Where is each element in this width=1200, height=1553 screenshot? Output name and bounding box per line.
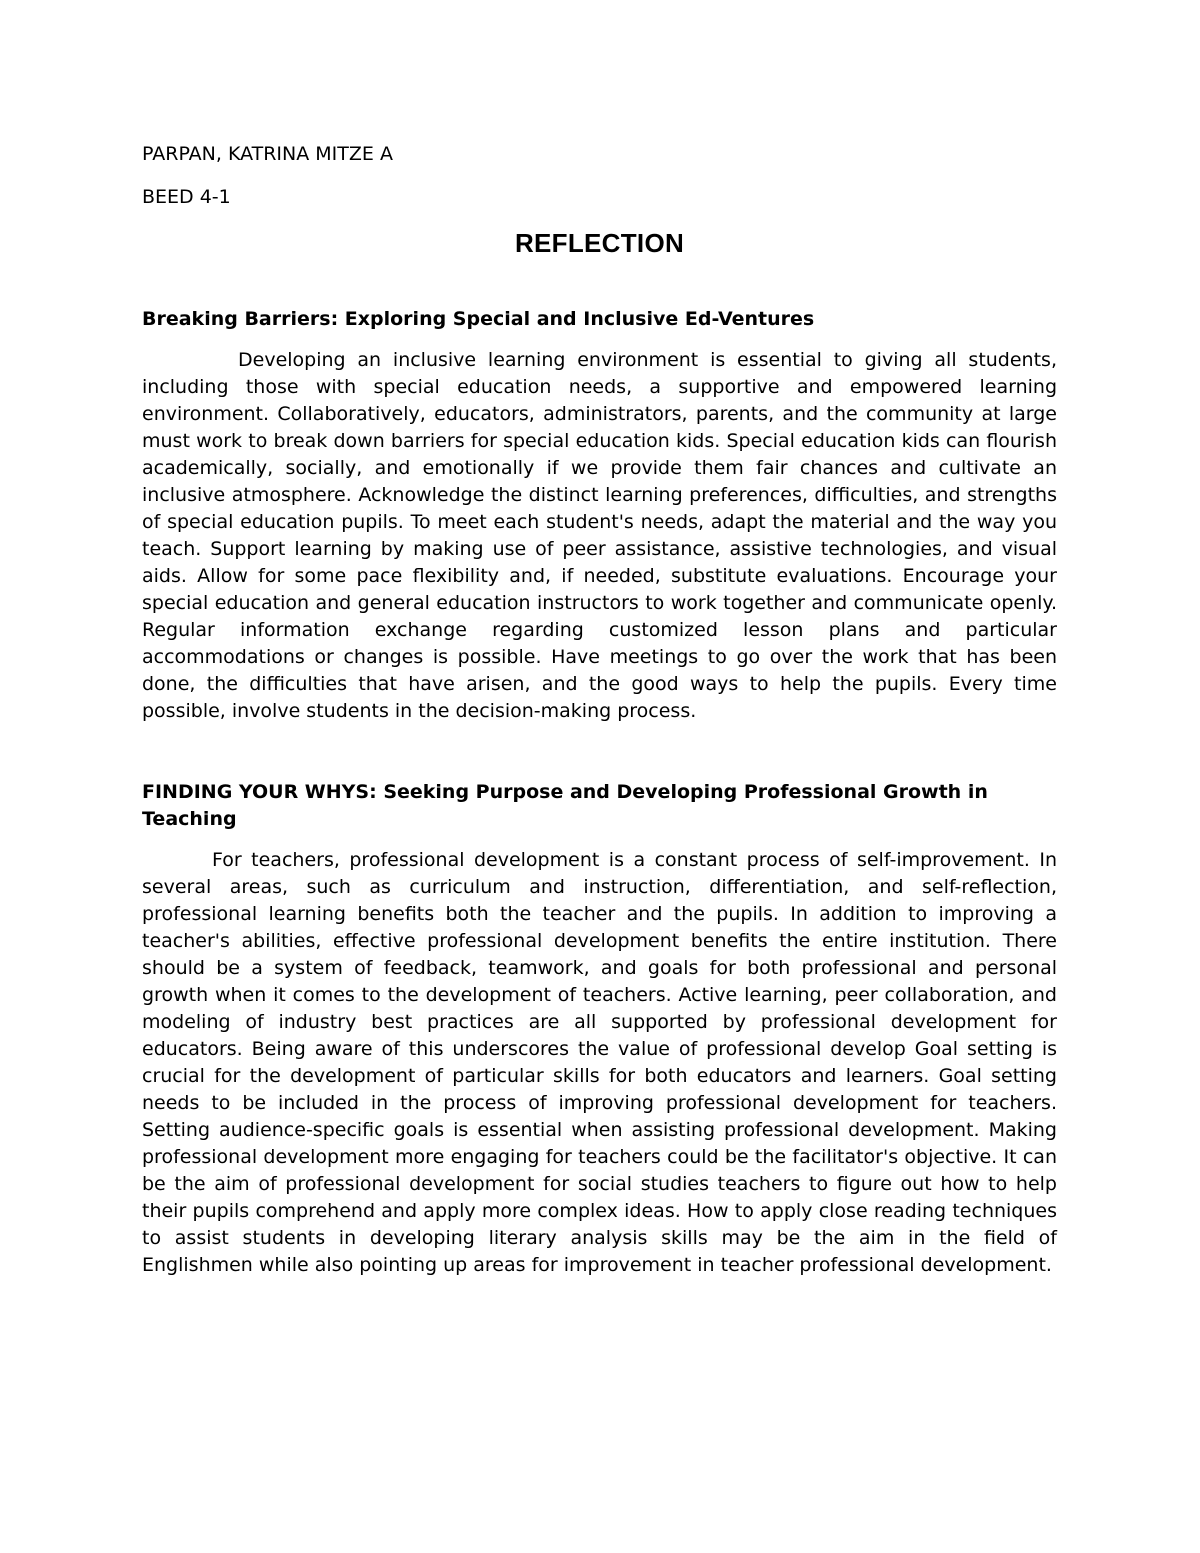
class-section: BEED 4-1 xyxy=(142,186,231,208)
document-content xyxy=(142,141,1057,1279)
section-heading: FINDING YOUR WHYS: Seeking Purpose and Developing Professional Growth in Teaching xyxy=(142,781,988,830)
section-paragraph: Developing an inclusive learning environment is essential to giving all students, including those with special education needs, a supportive and empowered learning environment. Collaboratively, educators, administrators, parents, and the community at large must work to break down barriers for special education kids. Special education kids can flourish academically, socially, and emotionally if we provide them fair chances and cultivate an inclusive atmosphere. Acknowledge the distinct learning preferences, difficulties, and strengths of special education pupils. To meet each student's needs, adapt the material and the way you teach. Support learning by making use of peer assistance, assistive technologies, and visual aids. Allow for some pace flexibility and, if needed, substitute evaluations. Encourage your special education and general education instructors to work together and communicate openly. Regular information exchange regarding customized lesson plans and particular accommodations or changes is possible. Have meetings to go over the work that has been done, the difficulties that have arisen, and the good ways to help the pupils. Every time possible, involve students in the decision-making process. xyxy=(142,349,1057,722)
section-heading: Breaking Barriers: Exploring Special and Inclusive Ed-Ventures xyxy=(142,308,815,330)
reflection-section-inclusive xyxy=(142,306,1057,725)
author-name: PARPAN, KATRINA MITZE A xyxy=(142,143,393,165)
document-title: REFLECTION xyxy=(514,228,685,258)
section-paragraph: For teachers, professional development is a constant process of self-improvement. In several areas, such as curriculum and instruction, differentiation, and self-reflection, professional learning benefits both the teacher and the pupils. In addition to improving a teacher's abilities, effective professional development benefits the entire institution. There should be a system of feedback, teamwork, and goals for both professional and personal growth when it comes to the development of teachers. Active learning, peer collaboration, and modeling of industry best practices are all supported by professional development for educators. Being aware of this underscores the value of professional develop Goal setting is crucial for the development of particular skills for both educators and learners. Goal setting needs to be included in the process of improving professional development for teachers. Setting audience-specific goals is essential when assisting professional development. Making professional development more engaging for teachers could be the facilitator's objective. It can be the aim of professional development for social studies teachers to figure out how to help their pupils comprehend and apply more complex ideas. How to apply close reading techniques to assist students in developing literary analysis skills may be the aim in the field of Englishmen while also pointing up areas for improvement in teacher professional development. xyxy=(142,849,1057,1276)
reflection-section-professional-growth xyxy=(142,779,1057,1279)
